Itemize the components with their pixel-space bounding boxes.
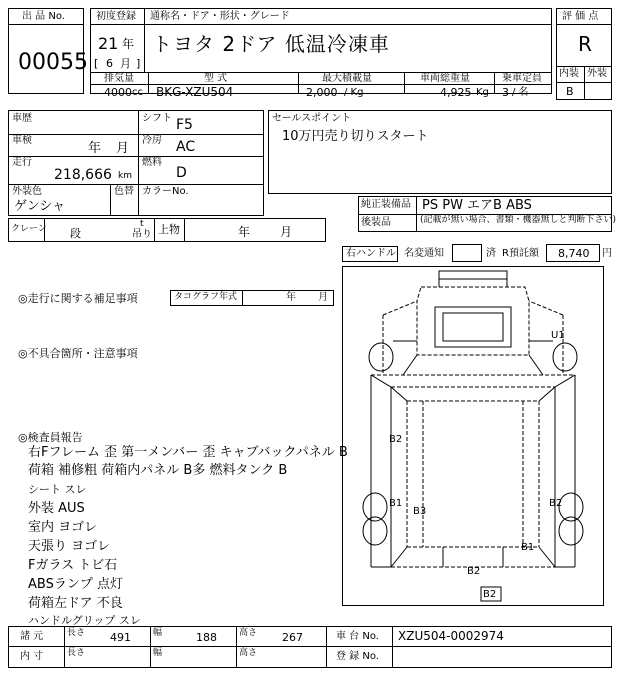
recycle-label: R預託額 [502,248,539,259]
width-value: 188 [196,631,217,644]
upper-month-unit: 月 [280,225,293,239]
damage-mark-b2: B2 [389,434,403,445]
crane-tons-top: t [140,219,144,229]
std-equipment-label: 純正装備品 [361,199,411,210]
tacho-year-unit: 年 [286,292,296,303]
tacho-label: タコグラフ年式 [174,292,238,302]
report-line: 室内 ヨゴレ [28,520,98,535]
inner-label: 内 寸 [20,651,44,662]
color-value: ゲンシャ [14,199,66,214]
damage-mark-u1: U1 [551,330,565,341]
displacement-unit: cc [132,87,143,98]
defects-title: ◎不具合箇所・注意事項 [18,347,138,360]
chassis-value: XZU504-0002974 [398,629,504,643]
reg-no-label: 登 録 No. [336,651,379,662]
vehicle-name: トヨタ 2ドア 低温冷凍車 [152,32,390,56]
exterior-label: 外装 [587,68,607,79]
length-label: 長さ [67,628,86,638]
driving-title: ◎走行に関する補足事項 [18,292,138,305]
lot-label: 出 品 No. [22,11,65,22]
shift-value: F5 [176,117,193,133]
mileage-label: 走行 [12,157,32,168]
grade-value: R [578,32,592,56]
std-equipment-value: PS PW エアB ABS [422,198,532,213]
handle: 右ハンドル [346,248,396,259]
cooling-label: 冷房 [142,135,162,146]
capacity-label: 最大積載量 [322,73,372,84]
grade-label: 評 価 点 [562,11,599,22]
inspection-label: 車検 [12,135,32,146]
displacement-label: 排気量 [104,73,134,84]
gross-weight-unit: Kg [476,87,489,98]
color-label: 外装色 [12,186,42,197]
tacho-month-unit: 月 [318,292,328,303]
report-line: 荷箱 補修粗 荷箱内パネル B多 燃料タンク B [28,463,288,478]
seats-unit: / 名 [512,87,529,98]
capacity: 2,000 [306,86,338,99]
shift-label: シフト [142,113,172,124]
recycle-value: 8,740 [558,247,590,260]
sales-text: 10万円売り切りスタート [282,129,429,144]
first-reg-label: 初度登録 [96,11,136,22]
seats-label: 乗車定員 [502,73,542,84]
mileage-value: 218,666 [54,167,112,183]
inspection-year-unit: 年 [88,141,102,156]
damage-mark-b2-bumper: B2 [483,589,497,600]
model-label: 型 式 [204,73,228,84]
sales-label: セールスポイント [272,113,352,124]
upper-year-unit: 年 [238,225,251,239]
color-no-label: 色替 [114,186,134,197]
name-label: 通称名・ドア・形状・グレード [150,11,290,22]
inner-height-label: 高さ [239,648,258,658]
report-line: ハンドルグリップ スレ [28,614,141,627]
gross-weight-label: 車両総重量 [420,73,470,84]
capacity-unit: / Kg [344,87,364,98]
name-change-label: 名変通知 [404,248,444,259]
damage-mark-b1: B1 [389,498,403,509]
interior-label: 内装 [559,68,579,79]
mileage-unit: km [118,171,132,181]
damage-mark-b2-right: B2 [549,498,563,509]
name-change-box [452,244,482,262]
crane-tons: 吊り [132,229,152,240]
after-equipment-label: 後装品 [361,217,391,228]
report-line: ABSランプ 点灯 [28,577,123,592]
interior-grade: B [566,85,574,98]
length-value: 491 [110,631,131,644]
report-line: 右Fフレーム 歪 第一メンバー 歪 キャブバックパネル B [28,445,348,460]
width-label: 幅 [153,628,163,638]
recycle-unit: 円 [602,248,612,259]
fuel-label: 燃料 [142,157,162,168]
lot-number: 00055 [18,50,88,75]
seats: 3 [502,86,509,99]
inspector-title: ◎検査員報告 [18,431,83,444]
spec-label: 諸 元 [20,631,44,642]
gross-weight: 4,925 [440,86,472,99]
cooling-value: AC [176,139,196,155]
after-equipment-note: (記載が無い場合、書類・機器無しと判断下さい) [420,215,617,225]
damage-mark-b3: B3 [413,506,427,517]
crane-label: クレーン [11,224,47,234]
height-label: 高さ [239,628,258,638]
reg-month-unit: 月 [120,57,131,70]
chassis-label: 車 台 No. [336,631,379,642]
truck-outline [343,267,603,605]
inner-length-label: 長さ [67,648,86,658]
fuel-value: D [176,165,187,181]
upper-label: 上物 [158,223,180,236]
report-line: 天張り ヨゴレ [28,539,111,554]
report-line: Fガラス トビ石 [28,558,118,573]
reg-year-unit: 年 [122,37,135,51]
color-code-label: カラーNo. [142,186,189,197]
damage-mark-b1-right: B1 [521,542,535,553]
crane-stage: 段 [70,227,81,240]
model: BKG-XZU504 [156,85,234,99]
reg-year: 21 [98,34,119,53]
recycle-status: 済 [486,248,496,259]
dimensions-box [8,626,612,668]
inner-width-label: 幅 [153,648,163,658]
damage-mark-b2-rear: B2 [467,566,481,577]
reg-month: 6 [106,57,113,70]
damage-diagram [342,266,604,606]
history-label: 車歴 [12,113,32,124]
inspection-month-unit: 月 [116,141,130,156]
displacement: 4000 [104,86,132,99]
report-line: 荷箱左ドア 不良 [28,596,123,611]
report-line: 外装 AUS [28,501,85,516]
report-line: シート スレ [28,483,87,496]
height-value: 267 [282,631,303,644]
